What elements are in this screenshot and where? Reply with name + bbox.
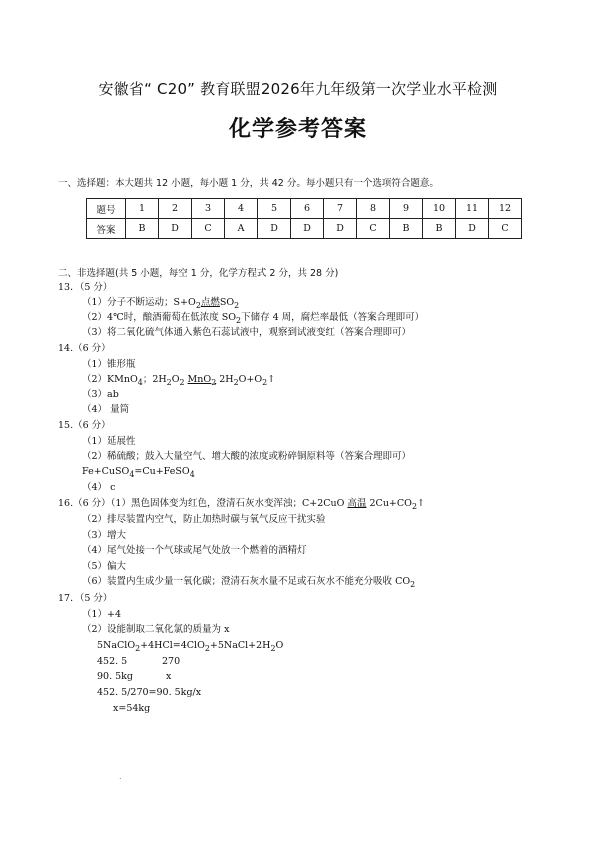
q16-answer-3: （3）增大 bbox=[82, 530, 127, 541]
table-cell: 5 bbox=[258, 199, 291, 219]
q17-label: 17．（5 分） bbox=[58, 593, 113, 604]
table-cell: C bbox=[489, 219, 522, 239]
q17-answer-2: （2）设能制取二氧化氯的质量为 x bbox=[82, 624, 230, 635]
q16-answer-6: （6）装置内生成少量一氧化碳；澄清石灰水量不足或石灰水不能充分吸收 $CO_2$ bbox=[82, 576, 416, 589]
q15-label: 15.（6 分） bbox=[58, 420, 111, 431]
table-cell: 11 bbox=[456, 199, 489, 219]
q13-answer-2: （2）4℃时，酿酒葡萄在低浓度 $SO_2$下储存 4 周，腐烂率最低（答案合理即可） bbox=[82, 312, 425, 325]
q13-answer-3: （3）将二氧化硫气体通入紫色石蕊试液中，观察到试液变红（答案合理即可） bbox=[82, 327, 412, 338]
table-cell: D bbox=[291, 219, 324, 239]
q17-mass-unknown: x bbox=[166, 671, 172, 682]
q16-answer-5: （5）偏大 bbox=[82, 561, 127, 572]
q16-answer-1: 16.（6 分）（1）黑色固体变为红色，澄清石灰水变浑浊；C+2CuO 高温 $2Cu+CO_2↑$ bbox=[58, 498, 425, 511]
table-cell: D bbox=[159, 219, 192, 239]
q17-mass-given: 90. 5kg bbox=[97, 671, 134, 682]
table-cell: C bbox=[357, 219, 390, 239]
table-row-answers bbox=[87, 219, 522, 239]
q16-answer-2: （2）排尽装置内空气，防止加热时碳与氧气反应干扰实验 bbox=[82, 514, 326, 525]
table-cell: 2 bbox=[159, 199, 192, 219]
q13-answer-1: （1）分子不断运动；$S+O_2$点燃$SO_2$ bbox=[82, 297, 240, 310]
table-cell: B bbox=[126, 219, 159, 239]
table-cell: C bbox=[192, 219, 225, 239]
q17-result: x=54kg bbox=[113, 703, 151, 714]
table-cell: A bbox=[225, 219, 258, 239]
q17-mass-ratio-right: 270 bbox=[162, 656, 181, 667]
table-cell: 12 bbox=[489, 199, 522, 219]
q13-label: 13．（5 分） bbox=[58, 282, 113, 293]
q17-answer-1: （1）+4 bbox=[82, 609, 122, 620]
table-cell: 4 bbox=[225, 199, 258, 219]
q14-answer-3: （3）ab bbox=[82, 389, 119, 400]
table-cell: 3 bbox=[192, 199, 225, 219]
q17-mass-ratio-left: 452. 5 bbox=[97, 656, 128, 667]
table-cell: D bbox=[258, 219, 291, 239]
q16-answer-4: （4）尾气处接一个气球或尾气处放一个燃着的酒精灯 bbox=[82, 545, 307, 556]
table-cell: 6 bbox=[291, 199, 324, 219]
table-cell: B bbox=[390, 219, 423, 239]
row-label-answer: 答案 bbox=[87, 219, 126, 239]
row-label-question: 题号 bbox=[87, 199, 126, 219]
page-title: 化学参考答案 bbox=[228, 117, 367, 142]
q15-answer-4: （4） c bbox=[82, 482, 116, 493]
section1-heading: 一、选择题：本大题共 12 小题，每小题 1 分，共 42 分。每小题只有一个选项符合题意。 bbox=[58, 178, 439, 189]
table-cell: B bbox=[423, 219, 456, 239]
table-cell: 7 bbox=[324, 199, 357, 219]
table-cell: D bbox=[324, 219, 357, 239]
table-row-numbers bbox=[87, 199, 522, 219]
q14-label: 14.（6 分） bbox=[58, 343, 111, 354]
q17-equation: $5NaClO_2+4HCl=4ClO_2+5NaCl+2H_2O$ bbox=[97, 640, 284, 653]
q17-ratio: 452. 5/270=90. 5kg/x bbox=[97, 687, 202, 698]
q15-answer-2: （2）稀硫酸；鼓入大量空气、增大酸的浓度或粉碎铜原料等（答案合理即可） bbox=[82, 451, 412, 462]
table-cell: 1 bbox=[126, 199, 159, 219]
q15-answer-3: Fe+CuSO$_4$=Cu+FeSO$_4$ bbox=[82, 466, 195, 479]
answer-table bbox=[86, 198, 522, 239]
q14-answer-1: （1）锥形瓶 bbox=[82, 359, 136, 370]
section2-heading: 二、非选择题(共 5 小题，每空 1 分，化学方程式 2 分，共 28 分) bbox=[58, 268, 339, 279]
page-mark: . bbox=[119, 772, 122, 781]
exam-header: 安徽省“ C20” 教育联盟2026年九年级第一次学业水平检测 bbox=[98, 80, 498, 98]
table-cell: 10 bbox=[423, 199, 456, 219]
table-cell: D bbox=[456, 219, 489, 239]
table-cell: 9 bbox=[390, 199, 423, 219]
table-cell: 8 bbox=[357, 199, 390, 219]
q14-answer-4: （4） 量筒 bbox=[82, 404, 130, 415]
q14-answer-2: （2）KMnO$_4$；$2H_2O_2$ MnO$_2$ $2H_2O+O_2↑$ bbox=[82, 374, 276, 387]
q15-answer-1: （1）延展性 bbox=[82, 436, 136, 447]
